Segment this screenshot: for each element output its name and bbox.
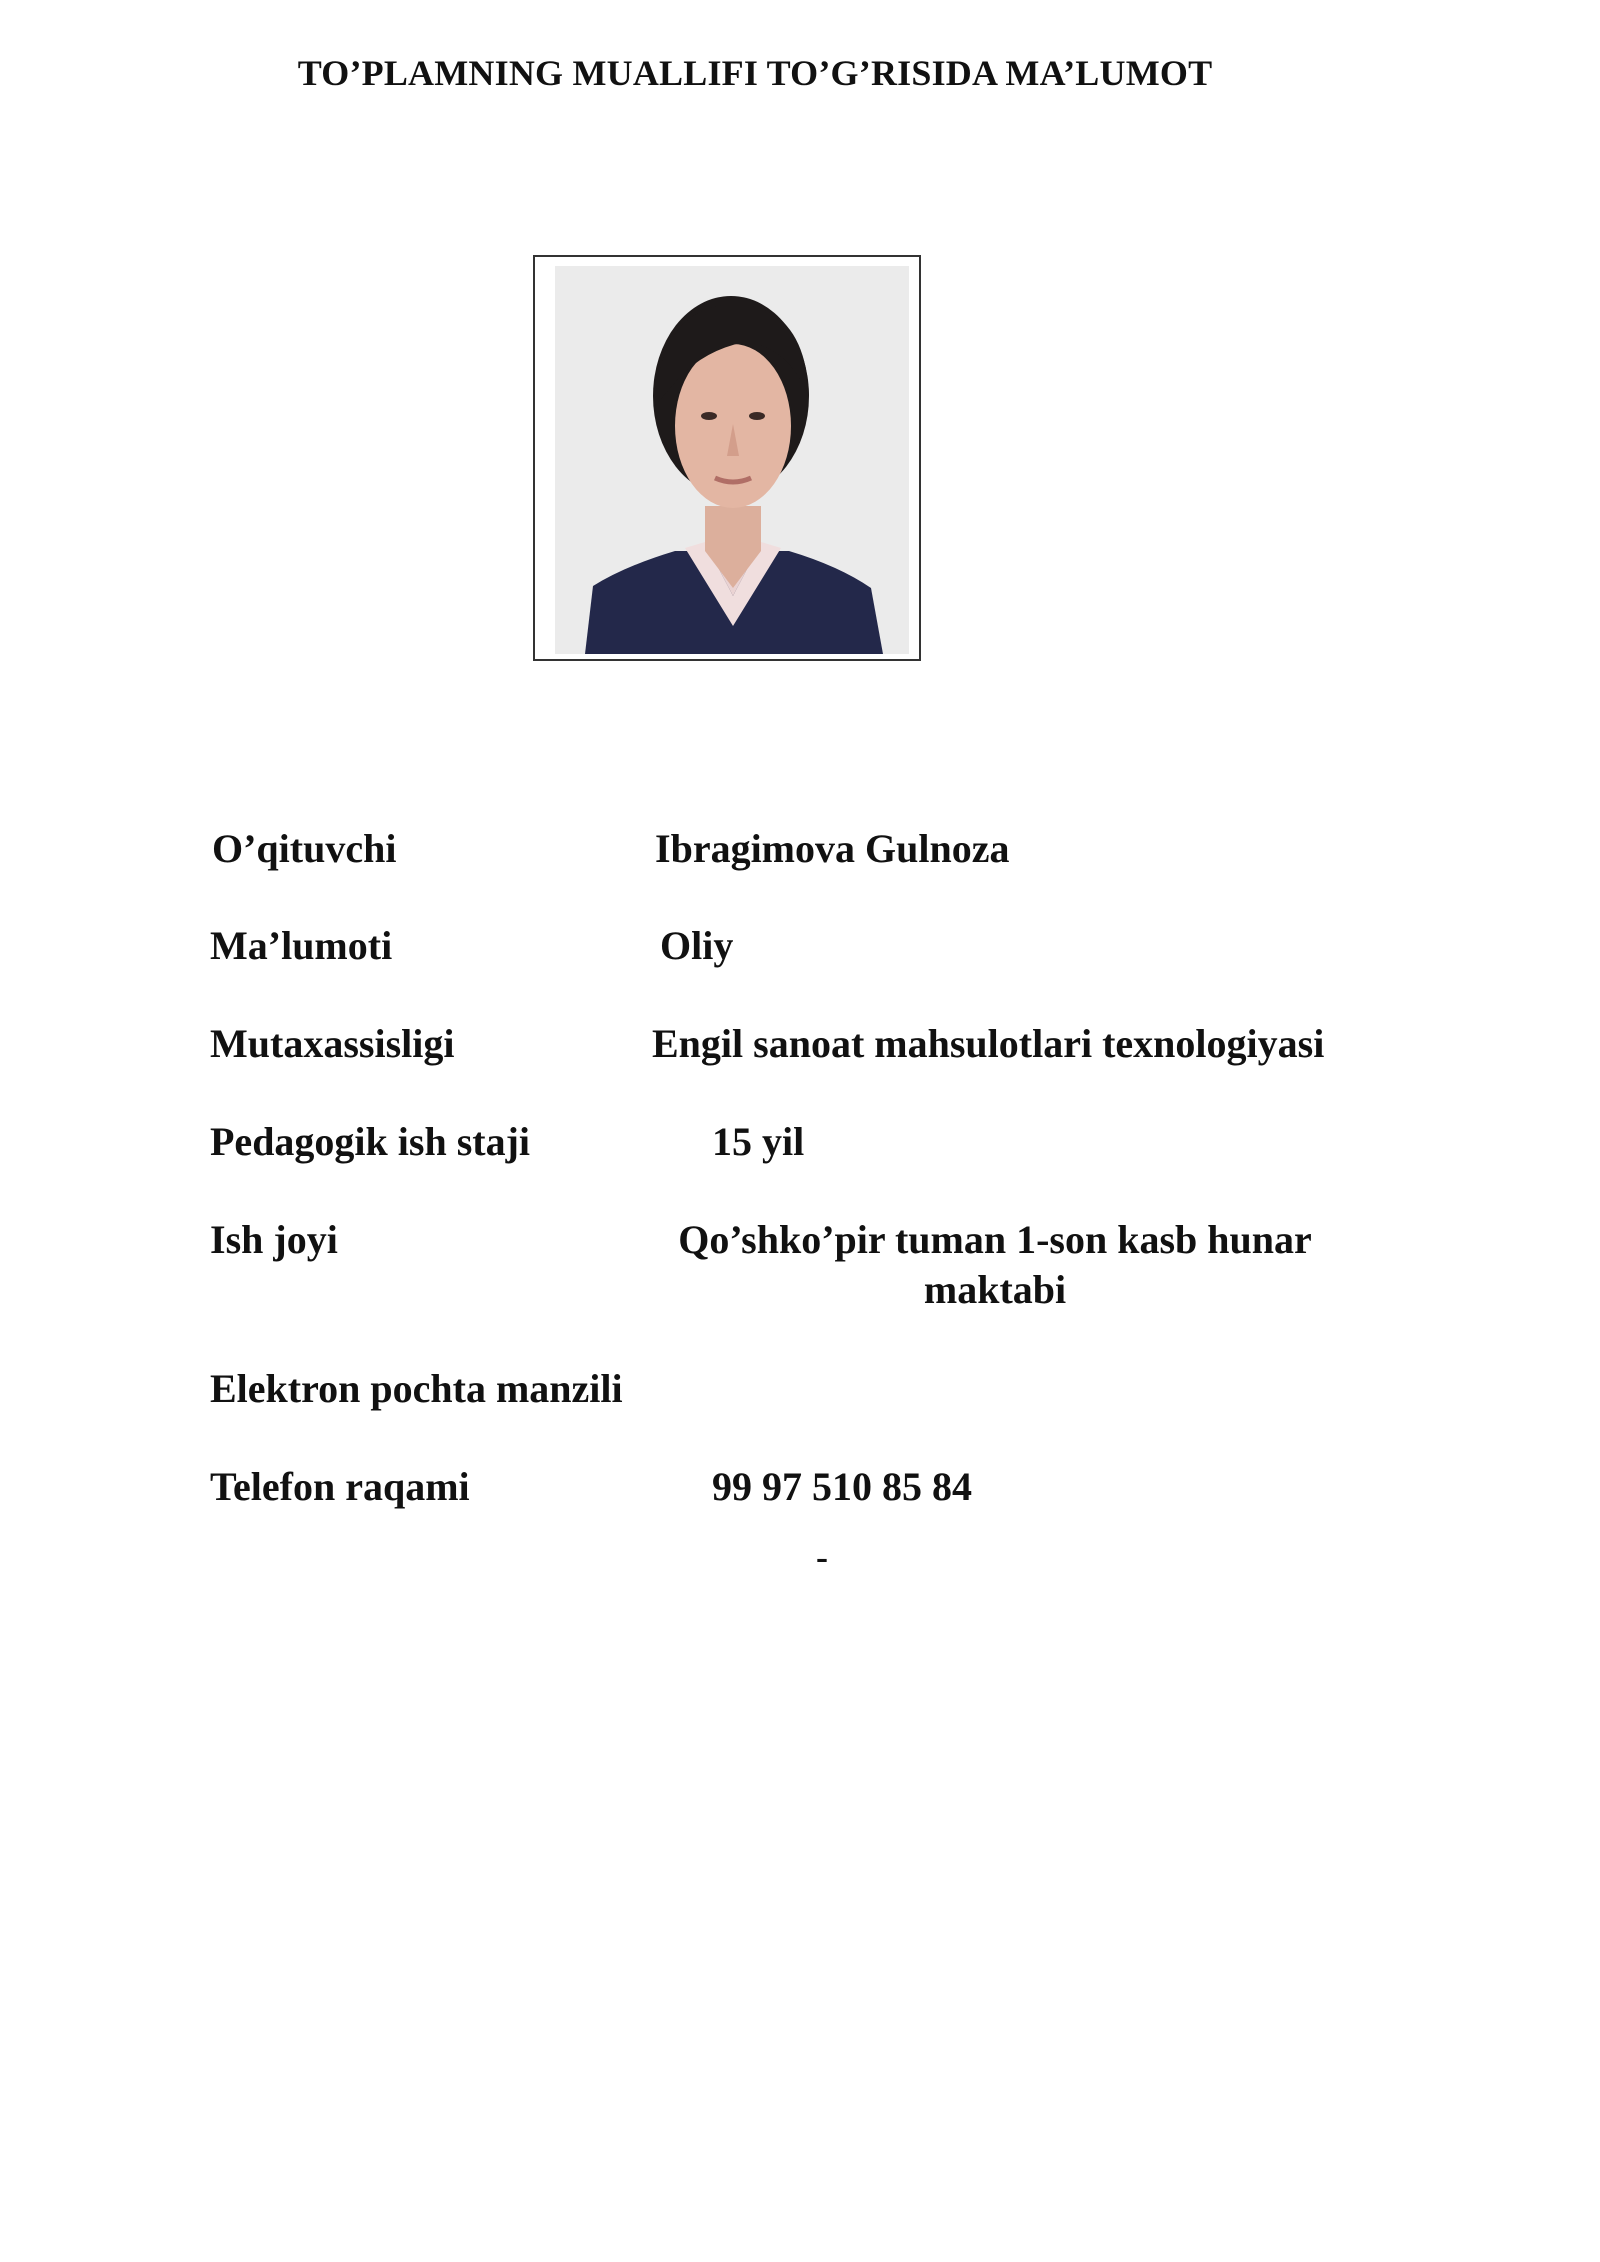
teacher-value: Ibragimova Gulnoza [655,826,1010,871]
education-label: Ma’lumoti [210,923,393,968]
document-title: TO’PLAMNING MUALLIFI TO’G’RISIDA MA’LUMOT [297,53,1213,93]
experience-value: 15 yil [712,1119,805,1164]
author-photo [533,255,921,661]
phone-value: 99 97 510 85 84 [712,1464,972,1509]
portrait-photo-icon [555,266,909,654]
workplace-value: Qo’shko’pir tuman 1-son kasb hunar maktabi [678,1217,1312,1312]
email-label: Elektron pochta manzili [210,1366,623,1411]
teacher-label: O’qituvchi [212,826,397,871]
trailing-dash: - [816,1537,828,1577]
education-value: Oliy [660,923,734,968]
workplace-label: Ish joyi [210,1217,338,1262]
phone-label: Telefon raqami [210,1464,470,1509]
experience-label: Pedagogik ish staji [210,1119,531,1164]
specialty-value: Engil sanoat mahsulotlari texnologiyasi [652,1021,1325,1066]
specialty-label: Mutaxassisligi [210,1021,455,1066]
